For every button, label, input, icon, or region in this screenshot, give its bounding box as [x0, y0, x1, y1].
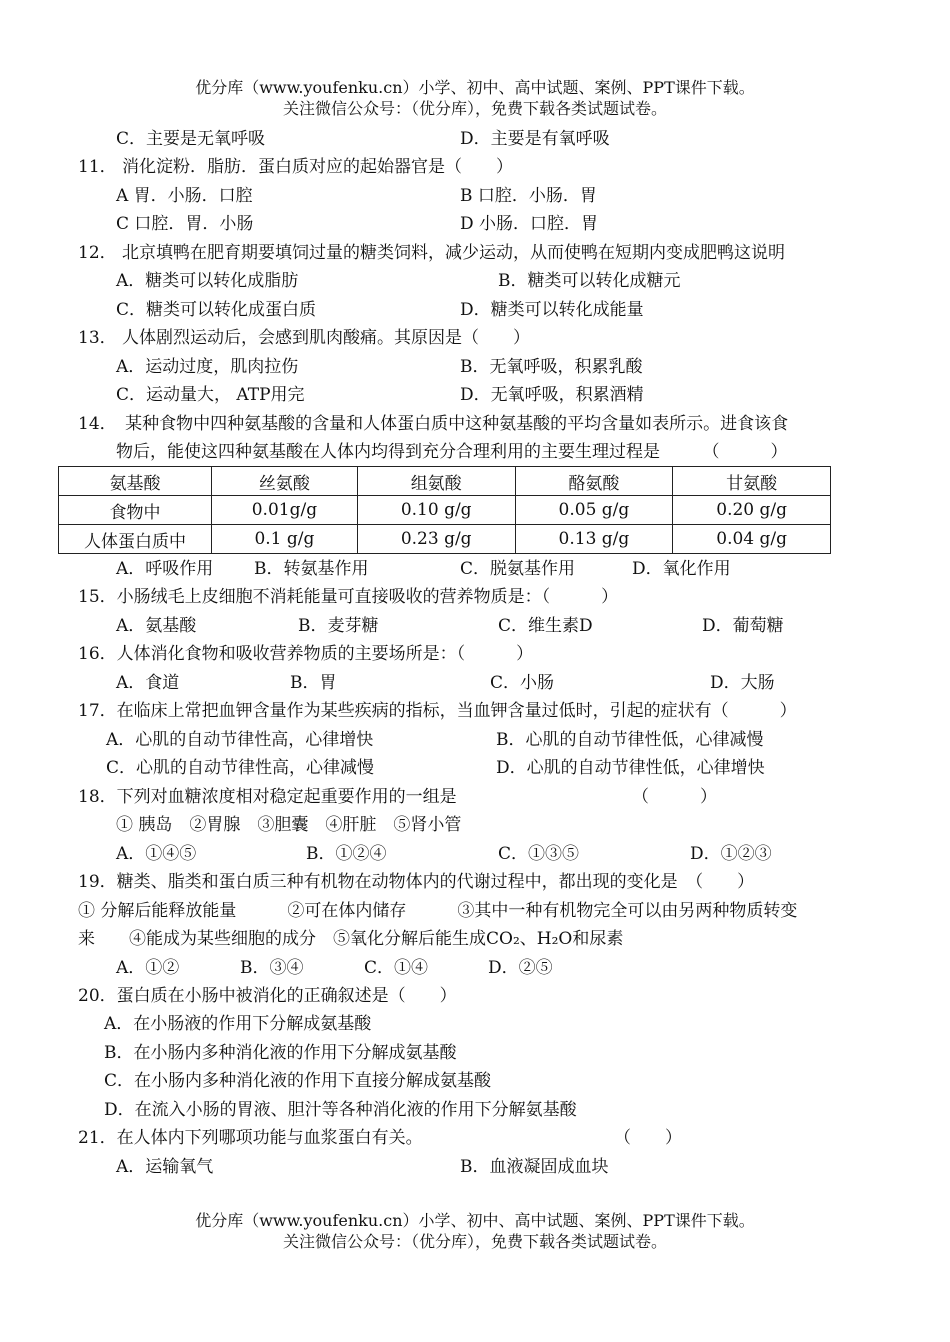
- question-statements-line-1: ① 分解后能释放能量 ②可在体内储存 ③其中一种有机物完全可以由另两种物质转变: [78, 901, 798, 921]
- table-cell: 0.20 g/g: [673, 496, 831, 525]
- question-stem: 19．糖类、脂类和蛋白质三种有机物在动物体内的代谢过程中，都出现的变化是 （ ）: [78, 872, 755, 892]
- question-stem: 21．在人体内下列哪项功能与血浆蛋白有关。: [78, 1128, 423, 1148]
- option-c: C．糖类可以转化成蛋白质: [116, 300, 317, 320]
- table-cell: 0.05 g/g: [515, 496, 673, 525]
- table-cell: 0.04 g/g: [673, 525, 831, 554]
- option-b: B．①②④: [306, 844, 387, 864]
- question-stem: 17．在临床上常把血钾含量作为某些疾病的指标，当血钾含量过低时，引起的症状有（ ）: [78, 701, 797, 721]
- table-header-cell: 氨基酸: [59, 467, 212, 496]
- option-b: B．转氨基作用: [254, 559, 369, 579]
- question-stem: 13． 人体剧烈运动后，会感到肌肉酸痛。其原因是（ ）: [78, 328, 531, 348]
- answer-parentheses: （ ）: [632, 787, 717, 807]
- header-line-2: 关注微信公众号：（优分库），免费下载各类试题试卷。: [282, 99, 667, 118]
- option-d: D．大肠: [710, 673, 775, 693]
- option-d: D．糖类可以转化成能量: [460, 300, 644, 320]
- question-stem: 16．人体消化食物和吸收营养物质的主要场所是：（ ）: [78, 644, 534, 664]
- table-header-row: [59, 467, 831, 496]
- option-a: A．①②: [116, 958, 180, 978]
- option-d: D．在流入小肠的胃液、胆汁等各种消化液的作用下分解氨基酸: [104, 1100, 577, 1120]
- question-stem: 11． 消化淀粉．脂肪．蛋白质对应的起始器官是（ ）: [78, 157, 514, 177]
- option-b: B．血液凝固成血块: [460, 1157, 609, 1177]
- question-stem: 12． 北京填鸭在肥育期要填饲过量的糖类饲料，减少运动，从而使鸭在短期内变成肥鸭这说明: [78, 243, 786, 263]
- table-header-cell: 组氨酸: [357, 467, 515, 496]
- option-a: A．氨基酸: [116, 616, 197, 636]
- table-row-label: 人体蛋白质中: [59, 525, 212, 554]
- option-c: C．①③⑤: [498, 844, 580, 864]
- question-statements-line-2: 来 ④能成为某些细胞的成分 ⑤氧化分解后能生成CO₂、H₂O和尿素: [78, 929, 624, 949]
- table-row: [59, 496, 831, 525]
- answer-parentheses: （ ）: [614, 1128, 682, 1148]
- option-a: A．①④⑤: [116, 844, 197, 864]
- table-cell: 0.10 g/g: [357, 496, 515, 525]
- option-c: C．主要是无氧呼吸: [116, 129, 266, 149]
- option-d: D．①②③: [690, 844, 772, 864]
- option-a: A 胃．小肠．口腔: [116, 186, 253, 206]
- question-stem: 18．下列对血糖浓度相对稳定起重要作用的一组是: [78, 787, 457, 807]
- table-header-cell: 酪氨酸: [515, 467, 673, 496]
- question-stem: 15．小肠绒毛上皮细胞不消耗能量可直接吸收的营养物质是：（ ）: [78, 587, 619, 607]
- option-c: C．①④: [364, 958, 429, 978]
- option-b: B．在小肠内多种消化液的作用下分解成氨基酸: [104, 1043, 457, 1063]
- option-c: C 口腔．胃．小肠: [116, 214, 254, 234]
- option-b: B．心肌的自动节律性低，心律减慢: [496, 730, 764, 750]
- option-c: C．在小肠内多种消化液的作用下直接分解成氨基酸: [104, 1071, 492, 1091]
- table-row-label: 食物中: [59, 496, 212, 525]
- option-b: B．麦芽糖: [298, 616, 379, 636]
- option-a: A．运动过度，肌肉拉伤: [116, 357, 299, 377]
- option-b: B．无氧呼吸，积累乳酸: [460, 357, 643, 377]
- table-cell: 0.13 g/g: [515, 525, 673, 554]
- table-row: [59, 525, 831, 554]
- footer-line-2: 关注微信公众号：（优分库），免费下载各类试题试卷。: [282, 1232, 667, 1251]
- option-d: D．葡萄糖: [702, 616, 784, 636]
- option-b: B．糖类可以转化成糖元: [498, 271, 681, 291]
- table-cell: 0.1 g/g: [212, 525, 358, 554]
- option-b: B．胃: [290, 673, 337, 693]
- option-a: A．呼吸作用: [116, 559, 214, 579]
- option-d: D．氧化作用: [632, 559, 731, 579]
- table-header-cell: 甘氨酸: [673, 467, 831, 496]
- question-stem: 20．蛋白质在小肠中被消化的正确叙述是（ ）: [78, 986, 457, 1006]
- option-a: A．在小肠液的作用下分解成氨基酸: [104, 1014, 372, 1034]
- option-d: D．②⑤: [488, 958, 553, 978]
- option-b: B 口腔．小肠．胃: [460, 186, 597, 206]
- option-d: D．主要是有氧呼吸: [460, 129, 610, 149]
- option-c: C．小肠: [490, 673, 555, 693]
- header-line-1: 优分库（www.youfenku.cn）小学、初中、高中试题、案例、PPT课件下载。: [195, 78, 755, 97]
- option-b: B．③④: [240, 958, 304, 978]
- footer-line-1: 优分库（www.youfenku.cn）小学、初中、高中试题、案例、PPT课件下载。: [195, 1211, 755, 1230]
- option-a: A．心肌的自动节律性高，心律增快: [106, 730, 374, 750]
- option-a: A．运输氧气: [116, 1157, 214, 1177]
- table-cell: 0.01g/g: [212, 496, 358, 525]
- question-stem-line-2: 物后，能使这四种氨基酸在人体内均得到充分合理利用的主要生理过程是 （ ）: [116, 442, 788, 462]
- option-a: A．糖类可以转化成脂肪: [116, 271, 299, 291]
- option-d: D．心肌的自动节律性低，心律增快: [496, 758, 765, 778]
- option-d: D．无氧呼吸，积累酒精: [460, 385, 644, 405]
- option-c: C．脱氨基作用: [460, 559, 576, 579]
- option-c: C．心肌的自动节律性高，心律减慢: [106, 758, 375, 778]
- choice-items: ① 胰岛 ②胃腺 ③胆囊 ④肝脏 ⑤肾小管: [116, 815, 462, 835]
- amino-acid-table: [58, 466, 831, 554]
- option-d: D 小肠．口腔．胃: [460, 214, 599, 234]
- table-header-cell: 丝氨酸: [212, 467, 358, 496]
- option-a: A．食道: [116, 673, 180, 693]
- question-stem-line-1: 14． 某种食物中四种氨基酸的含量和人体蛋白质中这种氨基酸的平均含量如表所示。进食该食: [78, 414, 789, 434]
- option-c: C．运动量大， ATP用完: [116, 385, 305, 405]
- table-cell: 0.23 g/g: [357, 525, 515, 554]
- option-c: C．维生素D: [498, 616, 593, 636]
